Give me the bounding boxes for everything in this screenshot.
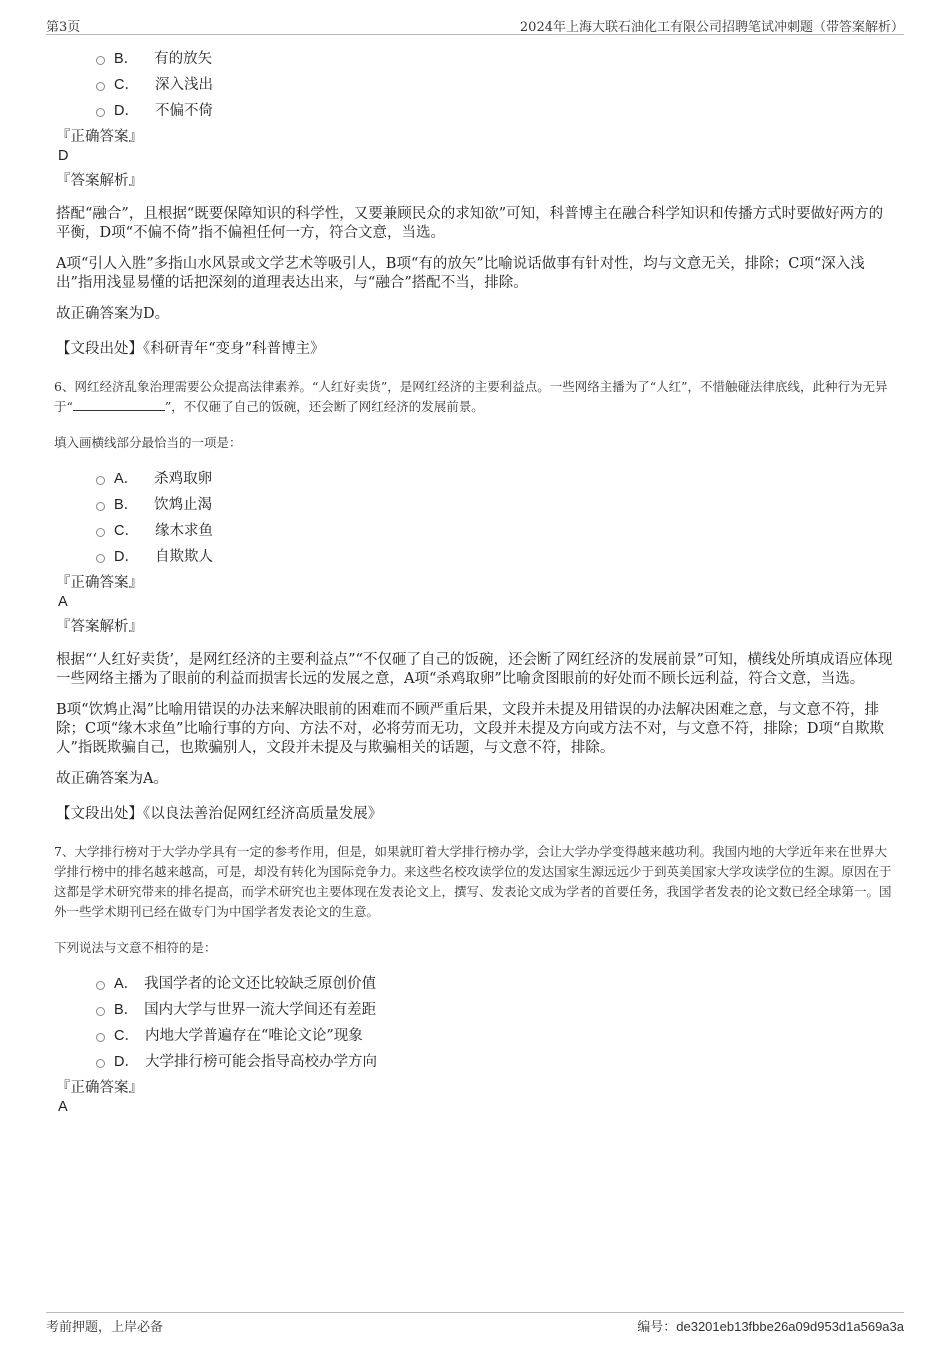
q6-option-c[interactable]: C． 缘木求鱼: [96, 516, 894, 542]
q7-answer: A: [58, 1099, 68, 1115]
q5-analysis-label: 『答案解析』: [56, 173, 143, 189]
q7-prompt: 下列说法与文意不相符的是：: [54, 940, 217, 955]
q7-answer-label: 『正确答案』: [56, 1080, 143, 1096]
q5-option-b[interactable]: B． 有的放矢: [96, 44, 894, 70]
q6-answer: A: [58, 594, 68, 610]
q6-answer-label: 『正确答案』: [56, 575, 143, 591]
q7-option-c[interactable]: C． 内地大学普遍存在“唯论文论”现象: [96, 1021, 894, 1047]
q6-source: 【文段出处】《以良法善治促网红经济高质量发展》: [56, 806, 383, 822]
q7-option-b[interactable]: B． 国内大学与世界一流大学间还有差距: [96, 995, 894, 1021]
q6-option-a[interactable]: A． 杀鸡取卵: [96, 464, 894, 490]
q6-prompt: 填入画横线部分最恰当的一项是：: [54, 435, 242, 450]
q5-options: [56, 44, 894, 122]
q7-option-a[interactable]: A． 我国学者的论文还比较缺乏原创价值: [96, 969, 894, 995]
radio-button[interactable]: [96, 56, 105, 65]
radio-button[interactable]: [96, 1059, 105, 1068]
q6-question: 6、网红经济乱象治理需要公众提高法律素养。“人红好卖货”，是网红经济的主要利益点。一些网络主播为了“人红”，不惜触碰法律底线，此种行为无异于“ ”，不仅砸了自己的饭碗，还会断了网红经济的发展前景。: [54, 379, 888, 414]
q6-analysis-label: 『答案解析』: [56, 619, 143, 635]
radio-button[interactable]: [96, 476, 105, 485]
radio-button[interactable]: [96, 554, 105, 563]
radio-button[interactable]: [96, 108, 105, 117]
page-header: [46, 14, 904, 35]
q5-analysis-paragraph: A项“引人入胜”多指山水风景或文学艺术等吸引人，B项“有的放矢”比喻说话做事有针对性，均与文意无关，排除；C项“深入浅出”指用浅显易懂的话把深刻的道理表达出来，与“融合”搭配不当，排除。: [56, 256, 865, 291]
q6-analysis-paragraph: B项“饮鸩止渴”比喻用错误的办法来解决眼前的困难而不顾严重后果，文段并未提及用错误的办法解决困难之意，与文意不符，排除；C项“缘木求鱼”比喻行事的方向、方法不对，必将劳而无功，文段并未提及方向或方法不对，与文意不符，排除；D项“自欺欺人”指既欺骗自己，也欺骗别人，文段并未提及与欺骗相关的话题，与文意不符，排除。: [56, 702, 884, 756]
radio-button[interactable]: [96, 82, 105, 91]
q6-analysis-paragraph: 根据“‘人红好卖货’，是网红经济的主要利益点”“不仅砸了自己的饭碗，还会断了网红经济的发展前景”可知，横线处所填成语应体现一些网络主播为了眼前的利益而损害长远的发展之意，A项“杀鸡取卵”比喻贪图眼前的好处而不顾长远利益，符合文意，当选。: [56, 652, 893, 687]
q5-conclusion: 故正确答案为D。: [56, 306, 170, 322]
q6-conclusion: 故正确答案为A。: [56, 771, 168, 787]
radio-button[interactable]: [96, 502, 105, 511]
q7-question: 7、大学排行榜对于大学办学具有一定的参考作用，但是，如果就盯着大学排行榜办学，会让大学办学变得越来越功利。我国内地的大学近年来在世界大学排行榜中的排名越来越高，可是，却没有转化为国际竞争力。来这些名校攻读学位的发达国家生源远远少于到英美国家大学攻读学位的生源。原因在于这都是学术研究带来的排名提高，而学术研究也主要体现在发表论文上，撰写、发表论文成为学者的首要任务，我国学者发表的论文数已经全球第一。国外一些学术期刊已经在做专门为中国学者发表论文的生意。: [54, 844, 892, 919]
radio-button[interactable]: [96, 981, 105, 990]
q6-option-b[interactable]: B． 饮鸩止渴: [96, 490, 894, 516]
page-footer: [46, 1312, 904, 1333]
document-code: 编号：de3201eb13fbbe26a09d953d1a569a3a: [637, 1319, 904, 1335]
q5-answer: D: [58, 148, 69, 164]
q5-option-c[interactable]: C． 深入浅出: [96, 70, 894, 96]
page-content: [56, 44, 894, 1117]
footer-slogan: 考前押题，上岸必备: [46, 1320, 164, 1335]
fill-blank: [73, 398, 165, 411]
document-title: 2024年上海大联石油化工有限公司招聘笔试冲刺题（带答案解析）: [519, 20, 904, 35]
page-number: 第3页: [46, 20, 81, 35]
q6-options: [56, 464, 894, 568]
q7-option-d[interactable]: D． 大学排行榜可能会指导高校办学方向: [96, 1047, 894, 1073]
q5-option-d[interactable]: D． 不偏不倚: [96, 96, 894, 122]
radio-button[interactable]: [96, 1007, 105, 1016]
q7-options: [56, 969, 894, 1073]
radio-button[interactable]: [96, 528, 105, 537]
radio-button[interactable]: [96, 1033, 105, 1042]
q6-option-d[interactable]: D． 自欺欺人: [96, 542, 894, 568]
q5-analysis-paragraph: 搭配“融合”，且根据“既要保障知识的科学性，又要兼顾民众的求知欲”可知，科普博主在融合科学知识和传播方式时要做好两方的平衡，D项“不偏不倚”指不偏袒任何一方，符合文意，当选。: [56, 206, 884, 241]
q5-answer-label: 『正确答案』: [56, 129, 143, 145]
q5-source: 【文段出处】《科研青年“变身”科普博主》: [56, 341, 325, 357]
